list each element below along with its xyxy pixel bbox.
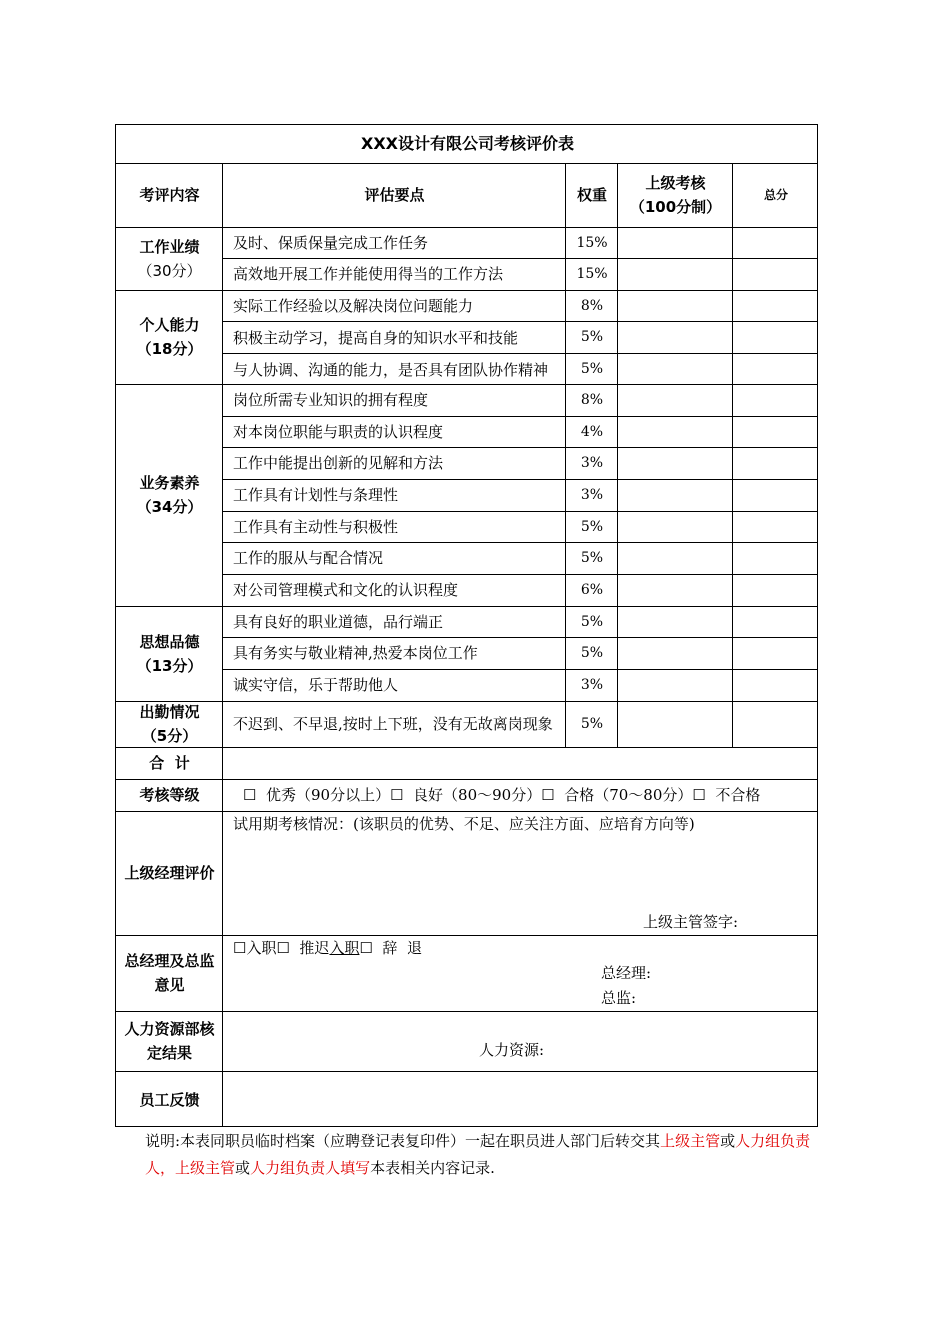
criteria-weight: 5% <box>580 518 604 535</box>
superior-score-field[interactable] <box>618 669 733 701</box>
group-morality <box>116 606 223 701</box>
criteria-weight: 15% <box>576 266 608 282</box>
criteria-point: 对公司管理模式和文化的认识程度 <box>233 581 459 599</box>
criteria-weight: 15% <box>576 234 608 251</box>
total-score-field[interactable] <box>733 321 819 353</box>
total-label: 合 计 <box>149 754 190 772</box>
gm-option-dismiss[interactable]: ☐ 辞 退 <box>359 939 422 957</box>
criteria-point: 诚实守信，乐于帮助他人 <box>233 676 399 694</box>
gm-option-hire-underlined[interactable]: 入职 <box>329 939 360 957</box>
criteria-weight: 6% <box>580 582 604 598</box>
criteria-weight: 5% <box>580 645 604 661</box>
header-superior-line2: （100分制） <box>629 198 722 216</box>
superior-score-field[interactable] <box>618 353 733 384</box>
criteria-point: 积极主动学习，提高自身的知识水平和技能 <box>233 329 519 347</box>
criteria-point: 不迟到、不早退,按时上下班，没有无故离岗现象 <box>233 715 553 733</box>
total-score-field[interactable] <box>733 227 819 258</box>
criteria-weight: 5% <box>580 329 604 345</box>
gm-decision-options[interactable] <box>233 937 422 958</box>
superior-score-field[interactable] <box>618 479 733 511</box>
grade-label: 考核等级 <box>139 786 200 804</box>
group-score: （18分） <box>136 340 203 358</box>
total-score-field[interactable] <box>733 353 819 384</box>
note-highlight: 人力组负责人填写 <box>250 1159 371 1177</box>
superior-score-field[interactable] <box>618 227 733 258</box>
total-score-field[interactable] <box>733 606 819 637</box>
group-performance <box>116 227 223 290</box>
criteria-point: 工作的服从与配合情况 <box>233 549 384 567</box>
total-score-field[interactable] <box>733 669 819 701</box>
superior-score-field[interactable] <box>618 606 733 637</box>
header-weight: 权重 <box>576 186 607 204</box>
superior-score-field[interactable] <box>618 321 733 353</box>
criteria-weight: 3% <box>580 677 604 693</box>
criteria-weight: 8% <box>580 392 604 408</box>
total-score-field[interactable] <box>733 416 819 447</box>
grade-options[interactable]: ☐ 优秀（90分以上）☐ 良好（80～90分）☐ 合格（70～80分）☐ 不合格 <box>243 786 761 804</box>
director-signature-label: 总监: <box>601 989 637 1007</box>
note-highlight: ， <box>160 1159 176 1177</box>
group-attendance <box>116 701 223 747</box>
footnote <box>145 1128 825 1182</box>
criteria-weight: 5% <box>580 360 604 377</box>
manager-signature-label: 上级主管签字: <box>643 913 739 931</box>
criteria-point: 具有务实与敬业精神,热爱本岗位工作 <box>233 644 478 662</box>
hr-signature-label: 人力资源: <box>479 1041 545 1059</box>
note-text: 或 <box>235 1159 251 1177</box>
criteria-weight: 5% <box>580 716 604 732</box>
form-title: XXX设计有限公司考核评价表 <box>360 134 574 153</box>
group-ability <box>116 290 223 384</box>
criteria-point: 及时、保质保量完成工作任务 <box>233 233 429 252</box>
total-score-field[interactable] <box>733 574 819 606</box>
group-name: 工作业绩 <box>139 237 200 256</box>
header-points: 评估要点 <box>364 186 425 204</box>
superior-score-field[interactable] <box>618 258 733 290</box>
feedback-field[interactable] <box>223 1071 819 1128</box>
criteria-point: 岗位所需专业知识的拥有程度 <box>233 391 429 409</box>
total-score-field[interactable] <box>733 258 819 290</box>
note-highlight: 上级主管 <box>175 1159 236 1177</box>
group-name: 业务素养 <box>139 474 200 492</box>
gm-option-hire-delay[interactable]: ☐入职☐ 推迟 <box>233 939 330 957</box>
criteria-point: 高效地开展工作并能使用得当的工作方法 <box>233 265 504 283</box>
total-score-field[interactable] <box>733 290 819 321</box>
criteria-weight: 8% <box>580 297 604 314</box>
criteria-weight: 3% <box>580 487 604 503</box>
group-score: （13分） <box>136 656 203 675</box>
criteria-weight: 5% <box>580 613 604 630</box>
manager-review-label-text: 上级经理评价 <box>124 864 215 882</box>
group-score: （30分） <box>137 261 202 280</box>
gm-opinion-label <box>116 935 223 1011</box>
group-name: 个人能力 <box>139 316 200 334</box>
group-score: （34分） <box>136 498 203 516</box>
criteria-weight: 5% <box>580 550 604 566</box>
gm-signature-label: 总经理: <box>601 964 652 982</box>
group-score: （5分） <box>141 727 198 745</box>
manager-review-field[interactable] <box>223 837 819 907</box>
total-score-field[interactable] <box>733 637 819 669</box>
superior-score-field[interactable] <box>618 384 733 416</box>
total-score-field[interactable] <box>733 384 819 416</box>
header-superior <box>618 163 733 227</box>
superior-score-field[interactable] <box>618 542 733 574</box>
header-total: 总分 <box>763 188 788 202</box>
criteria-point: 工作具有计划性与条理性 <box>233 486 399 504</box>
superior-score-field[interactable] <box>618 416 733 447</box>
superior-score-field[interactable] <box>618 447 733 479</box>
manager-review-label <box>116 811 223 935</box>
manager-review-prompt: 试用期考核情况：(该职员的优势、不足、应关注方面、应培育方向等) <box>233 815 695 833</box>
total-score-field[interactable] <box>733 511 819 542</box>
hr-result-label <box>116 1011 223 1071</box>
group-name: 出勤情况 <box>139 703 200 721</box>
total-score-field[interactable] <box>733 479 819 511</box>
criteria-point: 具有良好的职业道德，品行端正 <box>233 612 444 631</box>
group-professional <box>116 384 223 606</box>
criteria-point: 实际工作经验以及解决岗位问题能力 <box>233 296 474 315</box>
feedback-label: 员工反馈 <box>139 1090 200 1109</box>
criteria-weight: 4% <box>580 423 604 440</box>
header-category: 考评内容 <box>139 186 200 204</box>
total-score-field[interactable] <box>733 542 819 574</box>
superior-score-field[interactable] <box>618 574 733 606</box>
superior-score-field[interactable] <box>618 290 733 321</box>
superior-score-field[interactable] <box>618 511 733 542</box>
hr-result-label-text: 人力资源部核定结果 <box>124 1020 215 1062</box>
header-superior-line1: 上级考核 <box>645 174 706 192</box>
note-text: 本表相关内容记录. <box>370 1159 495 1177</box>
criteria-point: 与人协调、沟通的能力，是否具有团队协作精神 <box>233 361 549 379</box>
superior-score-field[interactable] <box>618 637 733 669</box>
superior-score-field[interactable] <box>618 701 733 747</box>
criteria-point: 工作中能提出创新的见解和方法 <box>233 454 444 472</box>
evaluation-form <box>115 124 818 1127</box>
note-highlight: 人力组负责人 <box>145 1132 811 1177</box>
group-name: 思想品德 <box>139 632 200 651</box>
total-value-field[interactable] <box>223 747 819 779</box>
total-score-field[interactable] <box>733 701 819 747</box>
criteria-point: 工作具有主动性与积极性 <box>233 517 399 536</box>
total-score-field[interactable] <box>733 447 819 479</box>
note-text: 或 <box>720 1132 736 1150</box>
criteria-weight: 3% <box>580 455 604 471</box>
note-text: 说明:本表同职员临时档案（应聘登记表复印件）一起在职员进人部门后转交其 <box>145 1132 661 1150</box>
gm-opinion-label-text: 总经理及总监意见 <box>124 952 215 994</box>
note-highlight: 上级主管 <box>660 1132 721 1150</box>
criteria-point: 对本岗位职能与职责的认识程度 <box>233 422 444 441</box>
